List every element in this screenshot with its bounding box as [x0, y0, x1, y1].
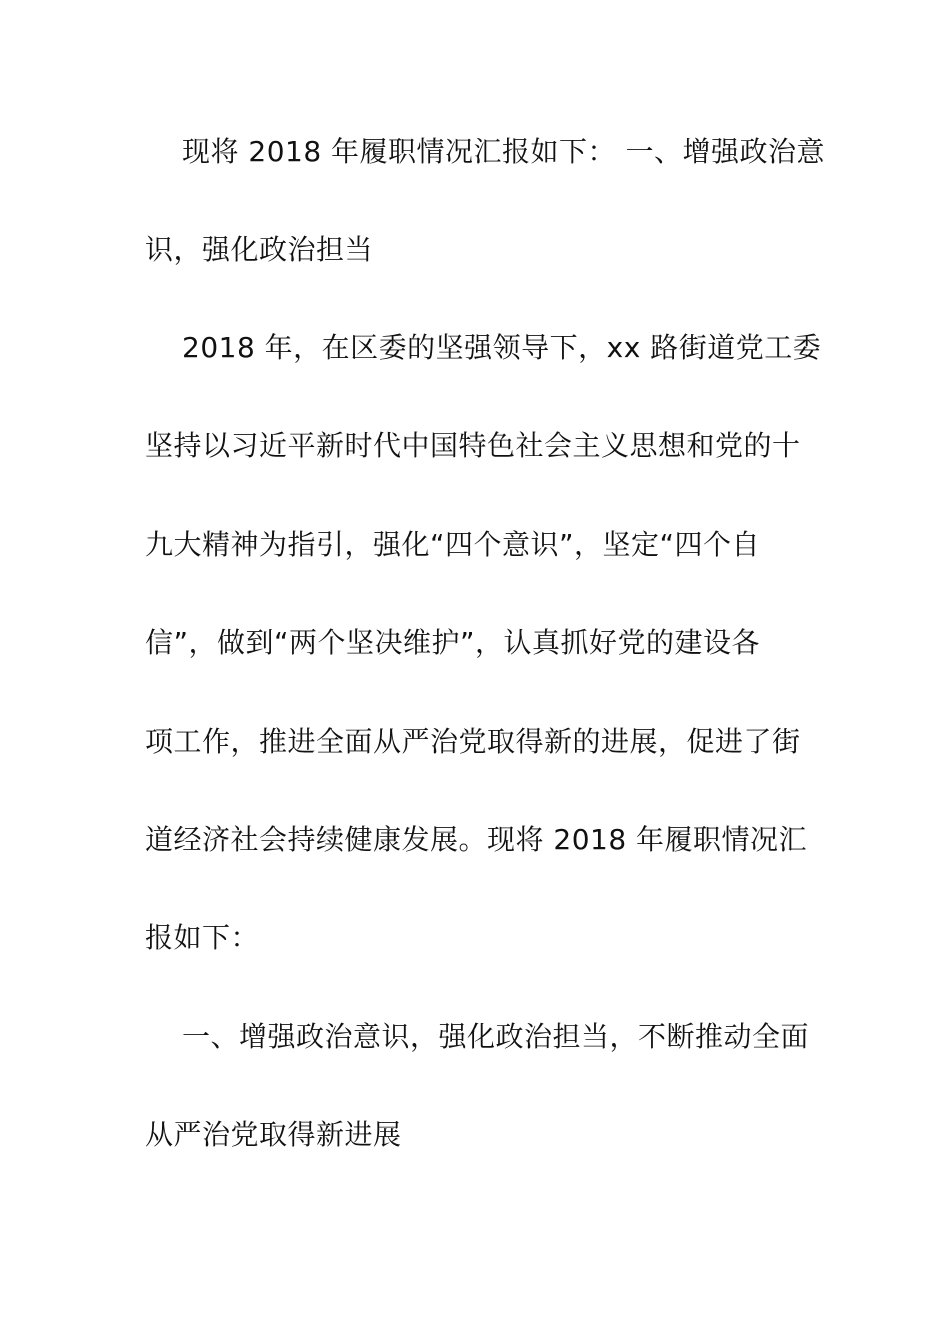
paragraph-line: 信”，做到“两个坚决维护”，认真抓好党的建设各	[145, 626, 761, 659]
paragraph-line: 项工作，推进全面从严治党取得新的进展，促进了街	[145, 725, 801, 758]
paragraph-line: 识，强化政治担当	[145, 233, 374, 266]
section-heading-line: 一、增强政治意识，强化政治担当，不断推动全面	[182, 1020, 810, 1053]
paragraph-line: 坚持以习近平新时代中国特色社会主义思想和党的十	[145, 429, 801, 462]
paragraph-line: 报如下：	[145, 921, 260, 954]
paragraph-line: 2018 年，在区委的坚强领导下，xx 路街道党工委	[182, 331, 822, 364]
section-heading-line: 从严治党取得新进展	[145, 1118, 402, 1151]
paragraph-line: 九大精神为指引，强化“四个意识”，坚定“四个自	[145, 528, 761, 561]
paragraph-line: 道经济社会持续健康发展。现将 2018 年履职情况汇	[145, 823, 808, 856]
paragraph-line: 现将 2018 年履职情况汇报如下： 一、增强政治意	[182, 135, 825, 168]
